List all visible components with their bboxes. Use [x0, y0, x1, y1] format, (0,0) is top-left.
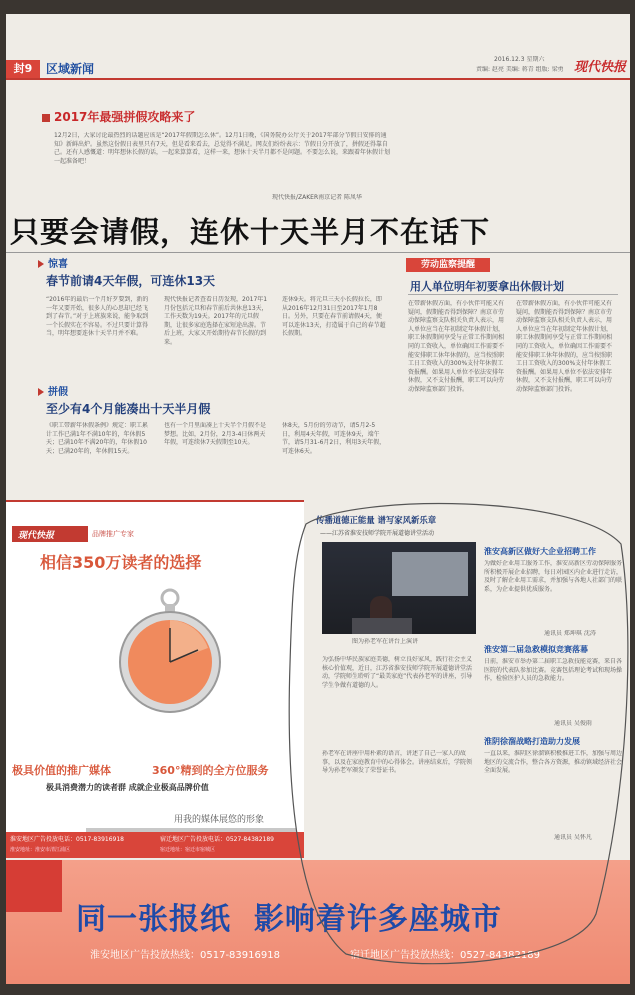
- joy-col-2: 也有一个月里面凑上十天半个月假不是梦想。比如，2月份，2月3-4日休两天年假，可连续休7天假期至10天。: [164, 422, 267, 447]
- news-item-byline: 通讯员 郑坤琪 沈涛: [544, 630, 596, 637]
- news-item-title: 淮安高新区做好大企业招聘工作: [484, 547, 596, 556]
- photo-article-col-1: 为弘扬中华民族家庭美德，树立良好家风，践行社会主义核心价值观，近日，江苏省淮安技师学院开展道德讲堂活动，学院师生聆听了“最美家庭”代表孙老军的讲座，引导学生争做有道德的人。: [322, 656, 473, 689]
- watch-ring-icon: [162, 590, 178, 606]
- ad-value-line-1: 极具价值的推广媒体: [12, 764, 111, 777]
- newspaper-page: [6, 14, 630, 984]
- joy-title: 至少有4个月能凑出十天半月假: [46, 402, 211, 416]
- labor-tag: 劳动监察提醒: [406, 258, 490, 272]
- labor-body-col-2: 在带薪休假方面，有小伙伴可能又有疑问，假期能否得到保障？南京市劳动保障监察支队相关负责人表示，用人单位应当在年初制定年休假计划，职工休假期间享受与正常工作期间相同的工资收入，单位确因工作需要不能安排职工休年休假的，应当按照职工日工资收入的300%支付年休假工资报酬。如果用人单位不依法安排年休假，又不支付报酬，职工可以向劳动保障监察部门投诉。: [516, 300, 613, 393]
- ad-stage-text: 用我的媒体展悠的形象: [174, 815, 265, 825]
- issue-date: 2016.12.3 星期六: [494, 56, 545, 63]
- ad-address-left: 淮安地址：淮安市清江浦区: [10, 847, 71, 853]
- ad-tagline: 品牌推广专家: [92, 530, 134, 538]
- banner-logo-mark: [6, 860, 62, 912]
- ad-contact-bar: [6, 832, 304, 858]
- banner-main-slogan: 同一张报纸 影响着许多座城市: [76, 902, 502, 937]
- labor-body-col-1: 在带薪休假方面，有小伙伴可能又有疑问，假期能否得到保障？南京市劳动保障监察支队相关负责人表示，用人单位应当在年初制定年休假计划，职工休假期间享受与正常工作期间相同的工资收入，单位确因工作需要不能安排职工休年休假的，应当按照职工日工资收入的300%支付年休假工资报酬。如果用人单位不依法安排年休假，又不支付报酬，职工可以向劳动保障监察部门投诉。: [408, 300, 505, 393]
- banner-hotline-right: 宿迁地区广告投放热线：0527-84382189: [350, 950, 540, 961]
- section-title: 区域新闻: [46, 62, 95, 76]
- ad-address-right: 宿迁地址：宿迁市宿城区: [160, 847, 216, 853]
- play-icon: [38, 388, 44, 396]
- title-marker-icon: [42, 114, 50, 122]
- surprise-title: 春节前请4天年假，可连休13天: [46, 274, 216, 288]
- top-article-title: 2017年最强拼假攻略来了: [54, 110, 196, 124]
- joy-tag: 拼假: [48, 387, 68, 398]
- editor-credits: 责编: 赵亮 美编: 蒋青 组版: 梁勇: [476, 66, 564, 73]
- main-headline: 只要会请假，连休十天半月不在话下: [10, 215, 491, 249]
- masthead-logo: 现代快报: [574, 60, 627, 75]
- photo-caption: 图为孙老军在讲台上演讲: [352, 638, 419, 645]
- news-item-byline: 通讯员 吴俊雨: [554, 720, 592, 727]
- photo-article-title: 传播道德正能量 谱写家风新乐章: [316, 515, 437, 525]
- watch-crown-icon: [165, 604, 175, 612]
- ad-hotline-right: 宿迁地区广告投放电话：0527-84382189: [160, 836, 274, 843]
- play-icon: [38, 260, 44, 268]
- joy-section: [34, 382, 396, 494]
- labor-rule: [408, 294, 618, 295]
- surprise-col-1: “2016年的最后一个月好歹要到，新的一年又要开始，很多人的心思却已经飞到了春节。”对于上班族来说，能争取到一个长假实在不容易。不过只要计算得当，明年想要连休十天半月并不难。: [46, 296, 149, 338]
- surprise-col-2: 现代快报记者查看日历发现，2017年1月份包括元旦和春节前后共休息13天，工作天数为19天。2017年的元旦假期，让很多家庭选择在家短途出游。节后上班，大家又开始期待春节长假的到来。: [164, 296, 268, 346]
- news-item-title: 淮安第二届急救模拟竞赛落幕: [484, 645, 588, 654]
- ad-hotline-left: 淮安地区广告投放电话：0517-83916918: [10, 836, 124, 843]
- top-article-byline: 现代快报/ZAKER南京记者 陈凤华: [272, 194, 363, 201]
- photo-article-subtitle: ——江苏省淮安技师学院开展道德讲堂活动: [320, 530, 435, 537]
- top-article: [42, 106, 402, 208]
- top-article-body: 12月2日，大家讨论最热烈的话题应该是“2017年假期怎么休”。12月1日晚，《国务院办公厅关于2017年部分节假日安排的通知》新鲜出炉。虽然这份假日表里只有7天，但是看来看去，总觉得不满足。网友们纷纷表示：节假日分开放了，拼假还得靠自己。还有人感慨道：明年想休长假的话，一起来算算看，这样一来，想休十天半月都不是问题。不要怎么说，来跟着年休假计划一起准备吧！: [54, 132, 391, 165]
- joy-col-1: 《职工带薪年休假条例》规定：职工累计工作已满1年不满10年的，年休假5天；已满10年不满20年的，年休假10天；已满20年的，年休假15天。: [46, 422, 149, 455]
- ad-badge: [12, 526, 88, 542]
- header-rule: [6, 78, 630, 80]
- joy-col-3: 休8天，5月份的劳动节，请5月2-5日，利用4天年假，可连休9天，端午节，请5月31-6月2日，利用3天年假，可连休6天。: [282, 422, 386, 455]
- pen-annotation-loop: [276, 484, 630, 984]
- ad-block: [6, 500, 304, 858]
- ad-value-line-2: 360°精到的全方位服务: [152, 764, 269, 777]
- photo-article-col-2: 孙老军在讲座中用朴素的语言，讲述了自己一家人的故事，以及在家庭教育中的心得体会。讲座结束后，学院领导为孙老军颁发了荣誉证书。: [322, 750, 473, 775]
- headline-rule: [6, 252, 630, 253]
- news-item-title: 淮阴徐溜战略打造助力发展: [484, 737, 580, 746]
- news-item-body: 一直以来，淮阴区徐溜镇积极推进工作，加强与周边地区的交流合作，整合各方资源，推动镇域经济社会全面发展。: [484, 750, 623, 775]
- page-header: [6, 50, 630, 80]
- ad-badge-label: 现代快报: [18, 531, 55, 541]
- ad-sub-line: 极具消费潜力的读者群 成就企业极高品牌价值: [46, 783, 209, 792]
- labor-title: 用人单位明年初要拿出休假计划: [410, 280, 564, 293]
- surprise-col-3: 连休9天。将元旦三天小长假拉长，即从2016年12月31日至2017年1月8日。另外，只要在春节前请假4天，便可以连休13天，打造属于自己的春节超长假期。: [282, 296, 386, 338]
- labor-section: [402, 254, 624, 496]
- news-item-byline: 通讯员 吴怀凡: [554, 834, 592, 841]
- surprise-section: [34, 254, 396, 374]
- pocket-watch-illustration: [110, 586, 230, 716]
- banner-hotline-left: 淮安地区广告投放热线：0517-83916918: [90, 950, 280, 961]
- news-item-body: 日前，淮安市举办第二届职工急救技能竞赛，来自各医院的代表队参加比赛。竞赛包括理论考试和现场操作，检验医护人员的急救能力。: [484, 658, 623, 683]
- ad-slogan: 相信350万读者的选择: [40, 553, 202, 572]
- page-number-tag: 封9: [6, 60, 40, 78]
- surprise-tag: 惊喜: [48, 259, 68, 270]
- news-item-body: 为做好企业用工服务工作，淮安高新区劳动保障服务所积极开展企业招聘，每日对园区内企业进行走访，及时了解企业用工需求，并加强与各地人社部门的联系，为企业提供优质服务。: [484, 560, 623, 593]
